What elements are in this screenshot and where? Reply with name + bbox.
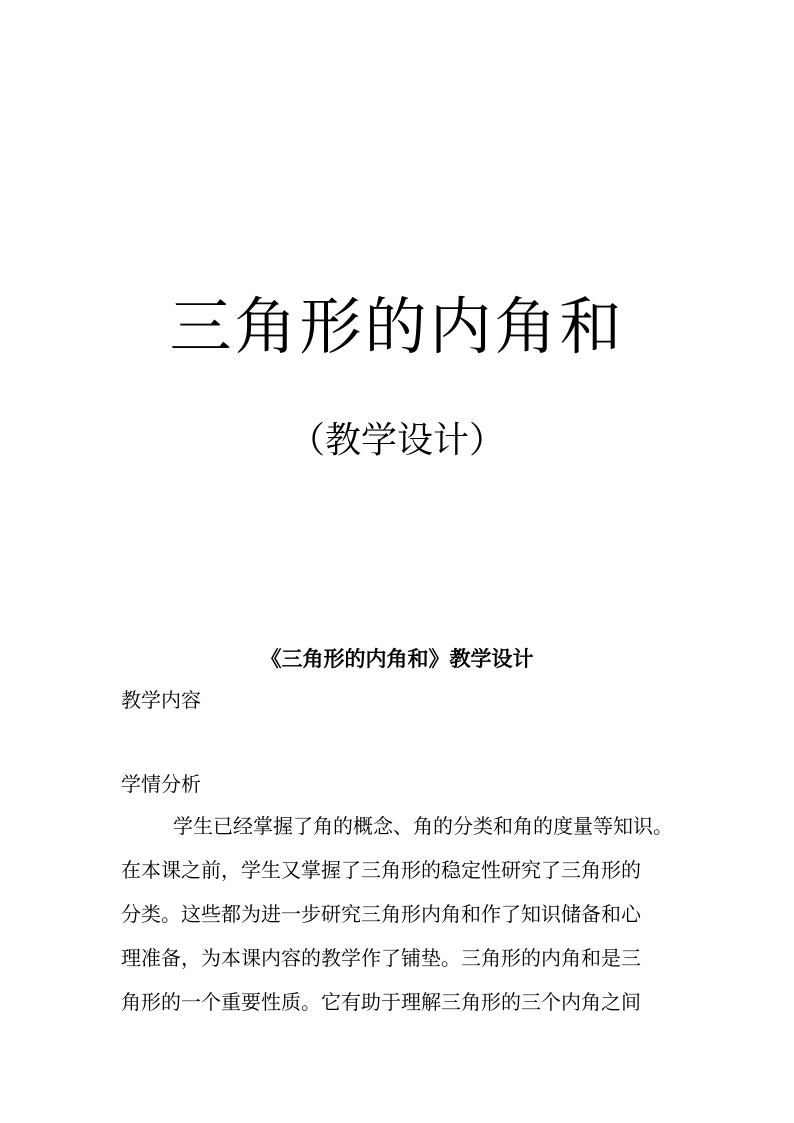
paragraph-line: 分类。这些都为进一步研究三角形内角和作了知识储备和心 <box>121 902 641 926</box>
paragraph-line: 在本课之前，学生又掌握了三角形的稳定性研究了三角形的 <box>121 858 641 882</box>
paragraph-line: 角形的一个重要性质。它有助于理解三角形的三个内角之间 <box>121 990 641 1014</box>
paragraph-line: 学生已经掌握了角的概念、角的分类和角的度量等知识。 <box>173 814 673 838</box>
paragraph-line: 理准备，为本课内容的教学作了铺垫。三角形的内角和是三 <box>121 946 641 970</box>
section-label-teaching-content: 教学内容 <box>121 688 201 712</box>
student-analysis-paragraph <box>121 811 681 1031</box>
cover-title: 三角形的内角和 <box>169 290 625 363</box>
document-heading: 《三角形的内角和》教学设计 <box>260 647 534 671</box>
section-label-student-analysis: 学情分析 <box>121 772 201 796</box>
cover-subtitle: （教学设计） <box>288 420 505 461</box>
